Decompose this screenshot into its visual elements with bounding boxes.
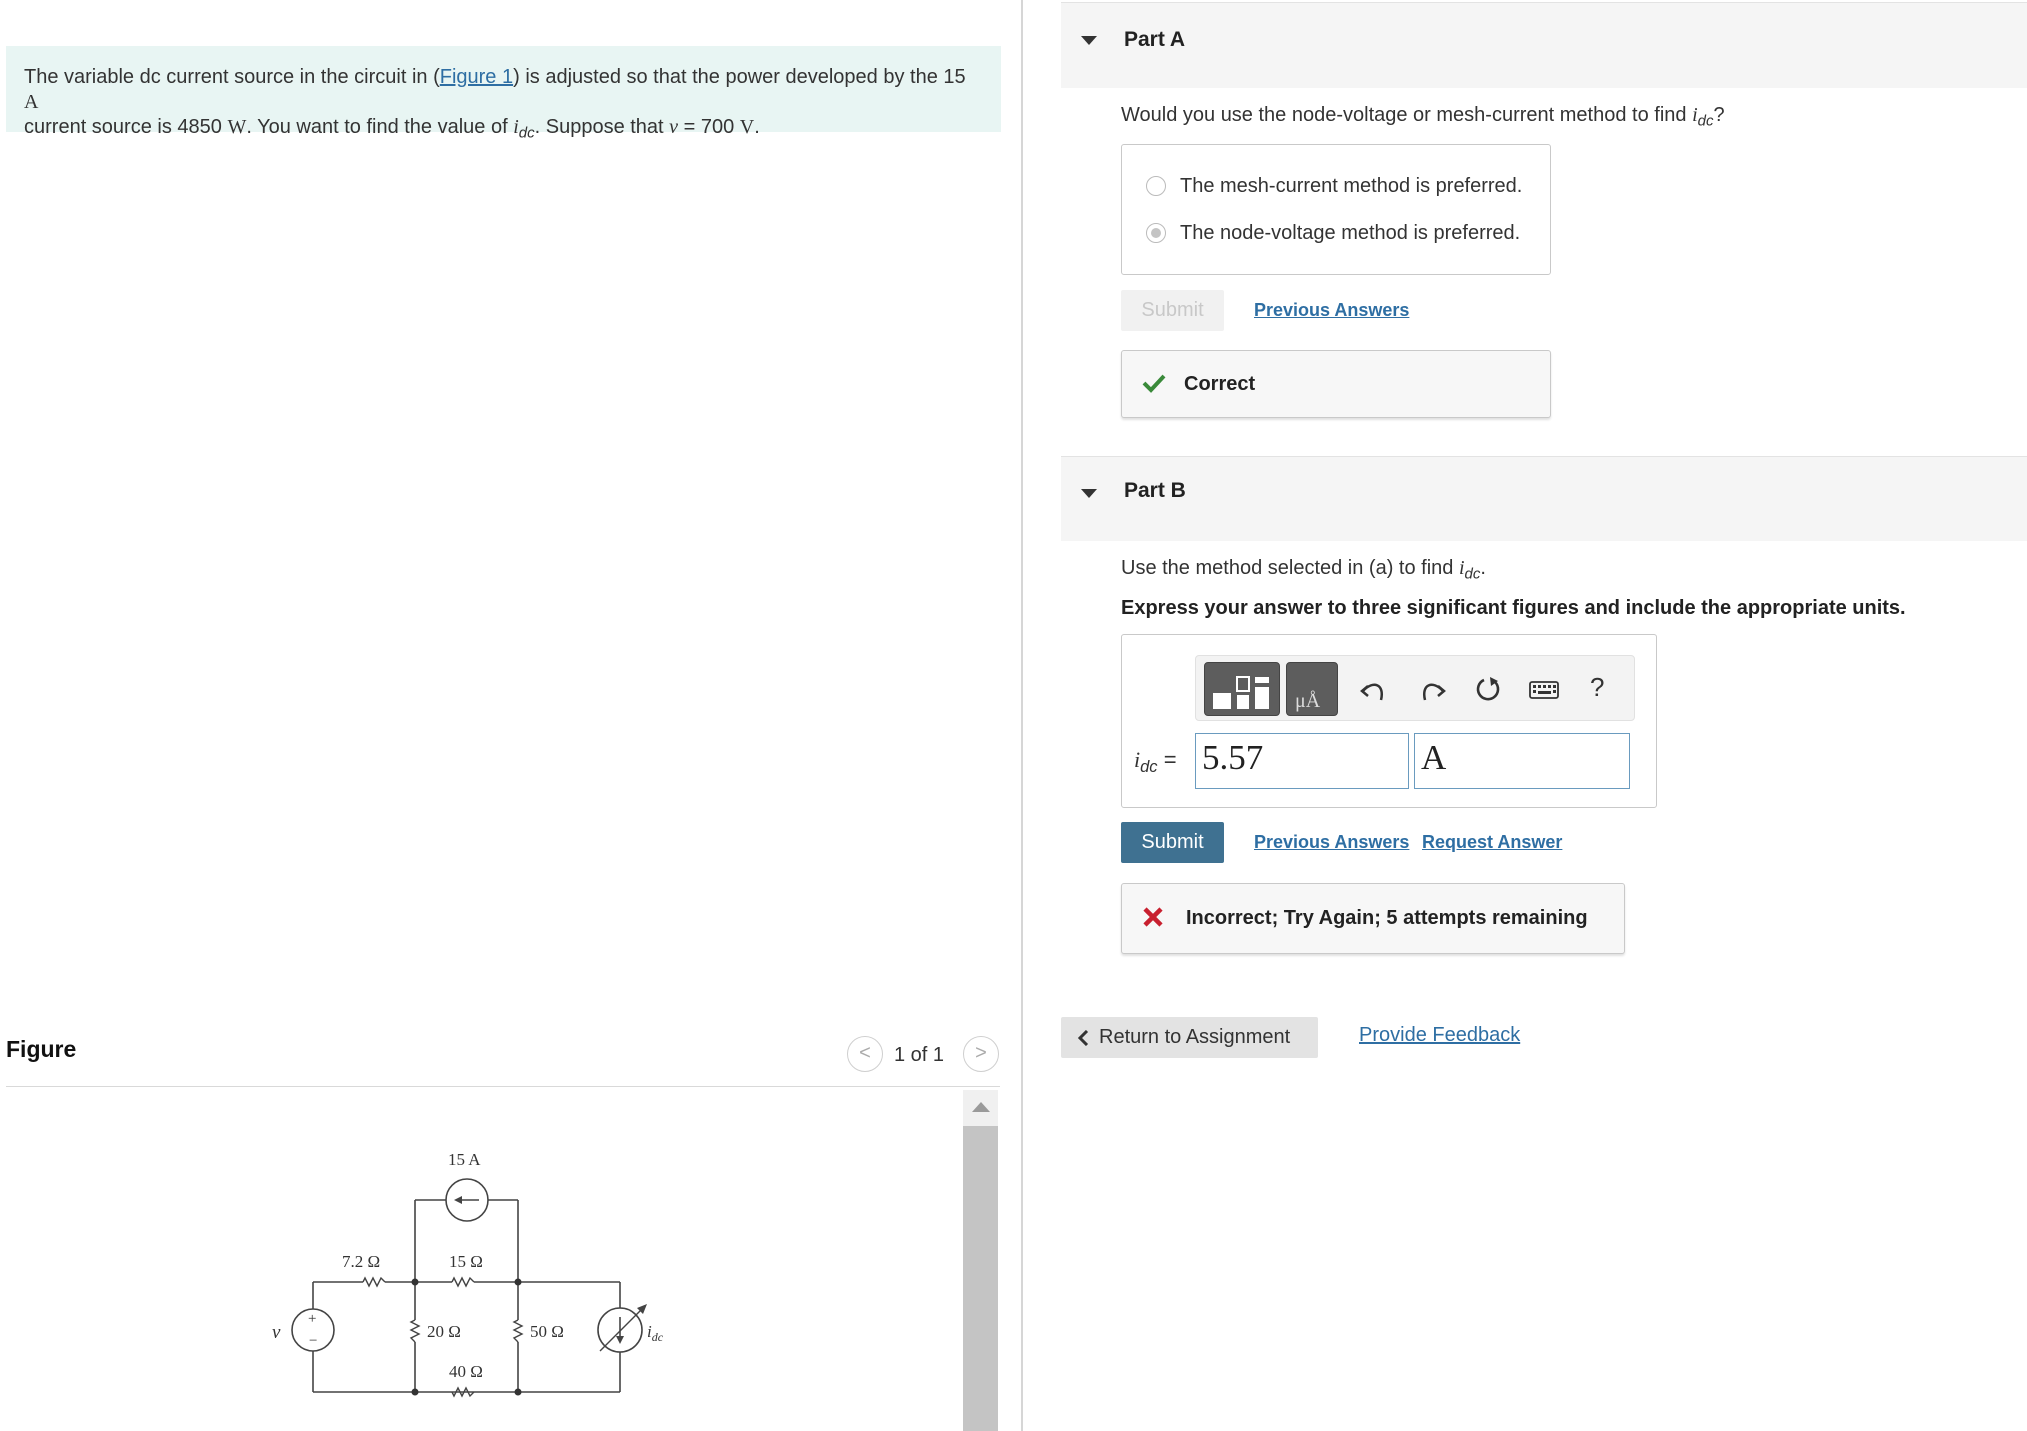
circuit-diagram xyxy=(260,1140,680,1431)
resistor-20 xyxy=(411,1320,419,1342)
label-20-ohm: 20 Ω xyxy=(427,1322,461,1341)
var-i: i xyxy=(1458,557,1465,579)
problem-text: ) is adjusted so that the power developed by the 15 xyxy=(513,66,966,88)
var-i: i xyxy=(1692,104,1698,126)
right-pane xyxy=(1023,0,2027,1431)
answer-label xyxy=(1134,747,1177,777)
unit-volt: V xyxy=(739,116,755,138)
answer-value-input[interactable]: 5.57 xyxy=(1195,733,1409,789)
var-i: i xyxy=(1134,747,1141,772)
scrollbar-thumb[interactable] xyxy=(963,1126,998,1431)
checkmark-icon xyxy=(1142,373,1166,393)
label-40-ohm: 40 Ω xyxy=(449,1362,483,1381)
templates-icon[interactable] xyxy=(1204,662,1280,716)
redo-icon[interactable] xyxy=(1417,674,1447,704)
reset-icon[interactable] xyxy=(1474,674,1504,704)
problem-text: . Suppose that xyxy=(534,116,664,138)
label-minus: − xyxy=(309,1333,318,1349)
part-a-title: Part A xyxy=(1124,28,1186,51)
answer-unit-input[interactable]: A xyxy=(1414,733,1630,789)
label-15-ohm: 15 Ω xyxy=(449,1252,483,1271)
label-v: v xyxy=(272,1322,281,1343)
var-sub: dc xyxy=(1697,112,1714,130)
resistor-15 xyxy=(452,1278,474,1286)
label-15a: 15 A xyxy=(448,1150,481,1169)
return-to-assignment-button[interactable] xyxy=(1061,1017,1318,1058)
figure-page-indicator: 1 of 1 xyxy=(894,1044,945,1066)
svg-text:μÅ: μÅ xyxy=(1295,690,1321,712)
current-source-15a xyxy=(446,1179,488,1221)
figure-link[interactable]: Figure 1 xyxy=(439,66,514,88)
math-toolbar xyxy=(1195,655,1635,721)
problem-text: current source is 4850 xyxy=(24,116,222,138)
question-text: Use the method selected in (a) to find xyxy=(1121,557,1454,579)
var-i: i xyxy=(513,116,519,138)
part-b-previous-answers-link[interactable]: Previous Answers xyxy=(1254,832,1410,852)
label-7-2-ohm: 7.2 Ω xyxy=(342,1252,381,1271)
part-a-question xyxy=(1121,104,1725,130)
unit-watt: W xyxy=(227,116,247,138)
collapse-caret-icon[interactable] xyxy=(1081,36,1097,45)
var-sub: dc xyxy=(1464,565,1481,583)
equals-sign: = xyxy=(1163,747,1177,772)
problem-text: = 700 xyxy=(683,116,735,138)
collapse-caret-icon[interactable] xyxy=(1081,489,1097,498)
part-a-submit-button[interactable]: Submit xyxy=(1121,290,1224,331)
return-label: Return to Assignment xyxy=(1099,1026,1291,1048)
option-label: The node-voltage method is preferred. xyxy=(1180,222,1521,244)
part-b-instruction: Express your answer to three significant figures and include the appropriate units. xyxy=(1121,597,1906,619)
keyboard-icon[interactable] xyxy=(1529,674,1559,704)
figure-next-button[interactable]: > xyxy=(963,1036,999,1072)
question-mark: ? xyxy=(1713,104,1725,126)
label-idc: $i_{dc}$ xyxy=(647,1322,664,1344)
part-b-feedback xyxy=(1121,883,1625,954)
feedback-incorrect-label: Incorrect; Try Again; 5 attempts remaining xyxy=(1186,907,1588,929)
help-icon[interactable]: ? xyxy=(1590,672,1605,702)
label-plus: + xyxy=(308,1311,317,1327)
var-sub: dc xyxy=(1140,757,1158,776)
undo-icon[interactable] xyxy=(1359,674,1389,704)
question-period: . xyxy=(1480,557,1486,579)
part-b-header[interactable] xyxy=(1061,456,2027,541)
var-sub: dc xyxy=(518,124,535,142)
part-b-title: Part B xyxy=(1124,479,1186,502)
feedback-correct-label: Correct xyxy=(1184,373,1256,395)
figure-divider xyxy=(6,1086,1000,1087)
figure-heading: Figure xyxy=(6,1036,77,1062)
part-a-header[interactable] xyxy=(1061,2,2027,88)
problem-text: . xyxy=(754,116,760,138)
resistor-50 xyxy=(514,1320,522,1342)
units-icon[interactable] xyxy=(1286,662,1338,716)
label-50-ohm: 50 Ω xyxy=(530,1322,564,1341)
part-b-submit-button[interactable]: Submit xyxy=(1121,822,1224,863)
part-a-feedback xyxy=(1121,350,1551,418)
option-label: The mesh-current method is preferred. xyxy=(1180,175,1523,197)
problem-text: . You want to find the value of xyxy=(246,116,508,138)
scroll-up-arrow-icon[interactable] xyxy=(963,1090,998,1124)
radio-button-selected[interactable] xyxy=(1146,223,1166,243)
part-b-question xyxy=(1121,557,1486,583)
dependent-current-source xyxy=(598,1304,647,1352)
resistor-7-2 xyxy=(363,1278,385,1286)
answer-box xyxy=(1121,634,1657,808)
figure-scrollbar[interactable] xyxy=(963,1090,998,1431)
chevron-left-icon xyxy=(1077,1030,1089,1046)
request-answer-link[interactable]: Request Answer xyxy=(1422,832,1563,852)
part-a-previous-answers-link[interactable]: Previous Answers xyxy=(1254,300,1410,320)
unit-amp: A xyxy=(24,91,39,113)
problem-text: The variable dc current source in the circuit in ( xyxy=(24,66,440,88)
figure-prev-button[interactable]: < xyxy=(847,1036,883,1072)
problem-statement xyxy=(6,46,1001,142)
var-v: v xyxy=(669,116,679,138)
question-text: Would you use the node-voltage or mesh-current method to find xyxy=(1121,104,1687,126)
radio-button[interactable] xyxy=(1146,176,1166,196)
multiple-choice-box xyxy=(1121,144,1551,275)
provide-feedback-link[interactable]: Provide Feedback xyxy=(1359,1024,1521,1046)
x-mark-icon xyxy=(1142,906,1164,928)
